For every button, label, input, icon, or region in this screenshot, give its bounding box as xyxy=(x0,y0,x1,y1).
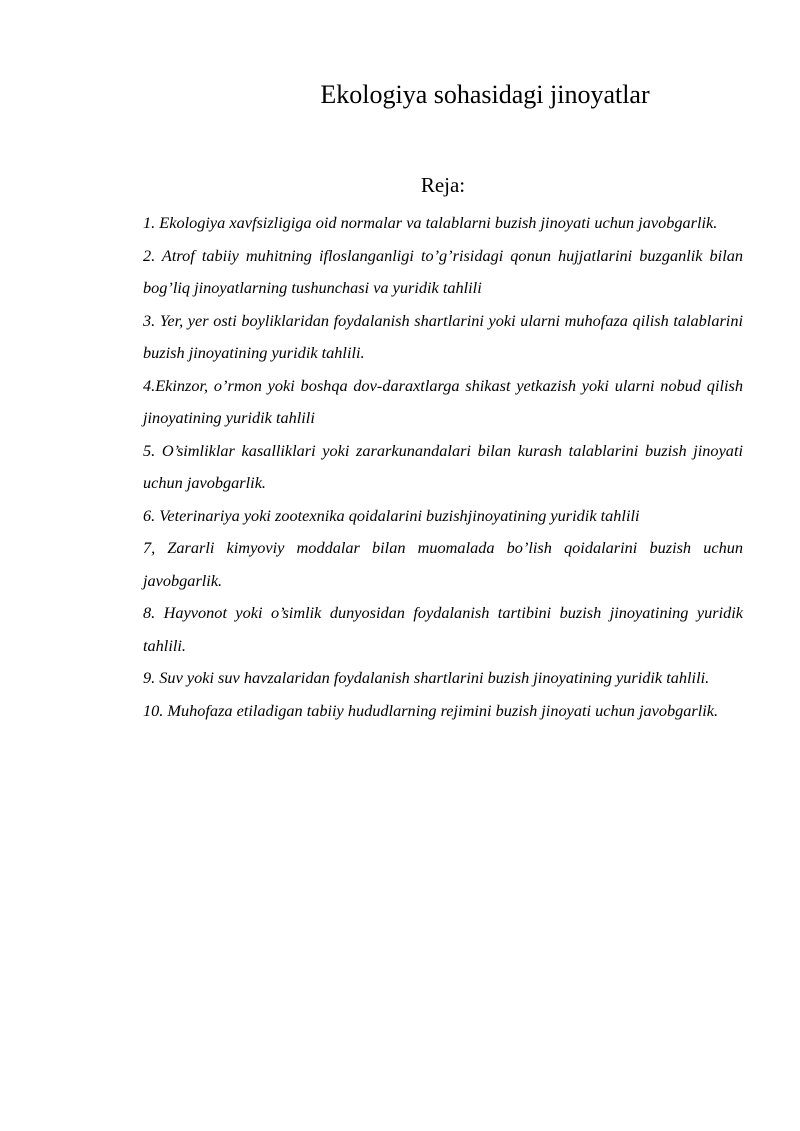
plan-item-5: 5. O’simliklar kasalliklari yoki zararkunandalari bilan kurash talablarini buzish jinoyati uchun javobgarlik. xyxy=(143,440,743,492)
plan-heading xyxy=(143,170,743,200)
document-title xyxy=(143,78,743,112)
plan-item-8: 8. Hayvonot yoki o’simlik dunyosidan foydalanish tartibini buzish jinoyatining yuridik tahlili. xyxy=(143,603,743,655)
document-title-text: Ekologiya sohasidagi jinoyatlar xyxy=(320,80,650,109)
plan-item-3: 3. Yer, yer osti boyliklaridan foydalanish shartlarini yoki ularni muhofaza qilish talablarini buzish jinoyatining yuridik tahlili. xyxy=(143,310,743,362)
plan-item-7: 7, Zararli kimyoviy moddalar bilan muomalada bo’lish qoidalarini buzish uchun javobgarlik. xyxy=(143,538,743,590)
plan-item-10: 10. Muhofaza etiladigan tabiiy hududlarning rejimini buzish jinoyati uchun javobgarlik. xyxy=(143,700,719,720)
plan-item-2: 2. Atrof tabiiy muhitning ifloslanganligi to’g’risidagi qonun hujjatlarini buzganlik bilan bog’liq jinoyatlarning tushunchasi va yuridik tahlili xyxy=(143,245,743,297)
plan-item-6: 6. Veterinariya yoki zootexnika qoidalarini buzishjinoyatining yuridik tahlili xyxy=(143,505,640,525)
plan-list xyxy=(143,207,743,727)
plan-item-9: 9. Suv yoki suv havzalaridan foydalanish shartlarini buzish jinoyatining yuridik tahlili. xyxy=(143,668,710,687)
plan-heading-text: Reja: xyxy=(420,173,466,197)
plan-item-1: 1. Ekologiya xavfsizligiga oid normalar va talablarni buzish jinoyati uchun javobgarlik. xyxy=(143,213,718,232)
plan-item-4: 4.Ekinzor, o’rmon yoki boshqa dov-daraxtlarga shikast yetkazish yoki ularni nobud qilish jinoyatining yuridik tahlili xyxy=(143,375,743,427)
